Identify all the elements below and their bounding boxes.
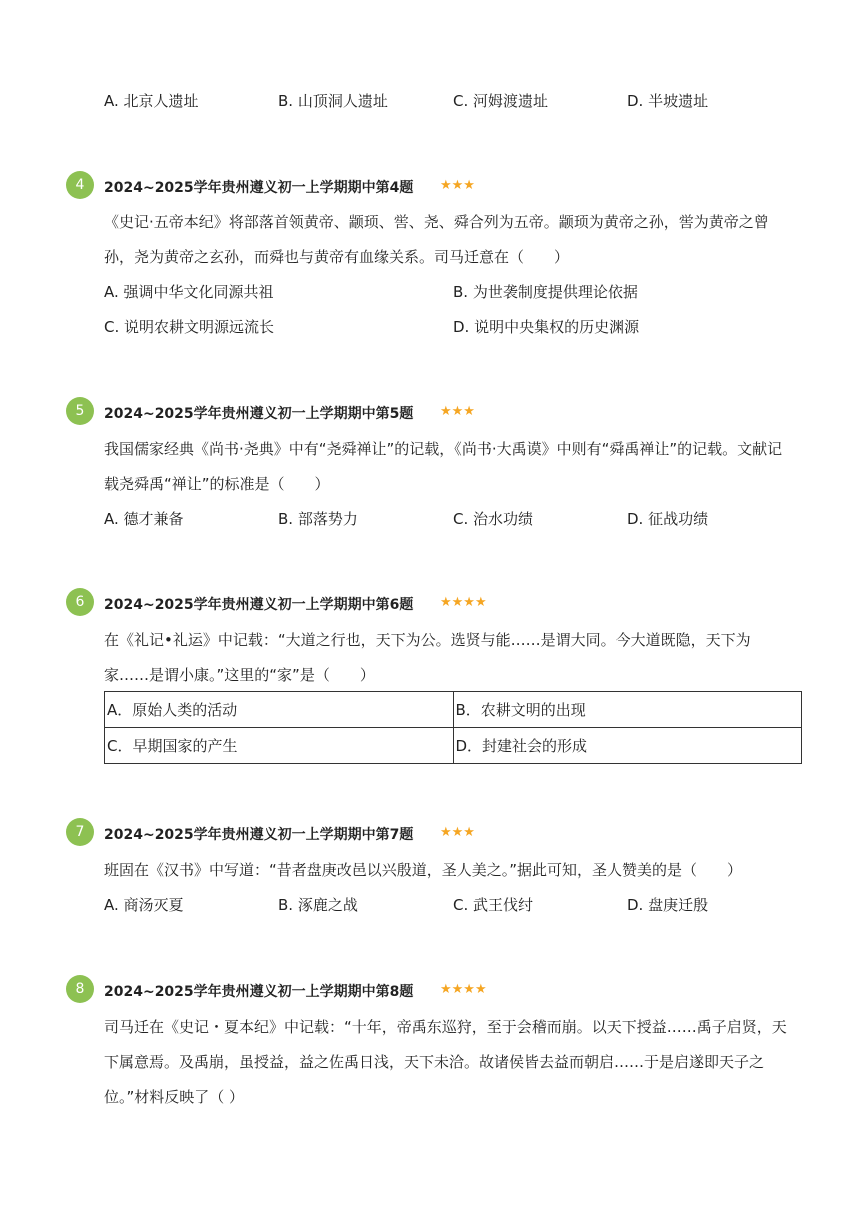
option-c[interactable]: C. 河姆渡遗址 [453,92,549,110]
option-c[interactable]: C. 说明农耕文明源远流长 [104,318,275,336]
difficulty-stars: ★★★★ [440,595,487,610]
question-stem-line: 下属意焉。及禹崩，虽授益，益之佐禹日浅，天下未洽。故诸侯皆去益而朝启……于是启遂即天子之 [104,1053,765,1071]
table-row [105,692,802,728]
question-stem-line: 家……是谓小康。”这里的“家”是（ ） [104,666,375,684]
option-c[interactable]: C. 武王伐纣 [453,896,534,914]
option-a[interactable]: A. 强调中华文化同源共祖 [104,283,274,301]
question-stem-line: 我国儒家经典《尚书·尧典》中有“尧舜禅让”的记载，《尚书·大禹谟》中则有“舜禹禅让”的记载。文献记 [104,440,783,458]
question-number-badge: 6 [66,588,94,616]
table-row [105,728,802,764]
question-stem-line: 位。”材料反映了（ ） [104,1088,245,1106]
option-c[interactable]: C．早期国家的产生 [105,728,454,764]
question-title: 2024~2025学年贵州遵义初一上学期期中第8题 [104,984,414,1000]
question-stem-line: 载尧舜禹“禅让”的标准是（ ） [104,475,330,493]
options-table [104,691,802,764]
question-number-badge: 8 [66,975,94,1003]
option-a[interactable]: A．原始人类的活动 [105,692,454,728]
question-stem-line: 班固在《汉书》中写道：“昔者盘庚改邑以兴殷道，圣人美之。”据此可知，圣人赞美的是（ ） [104,861,743,879]
option-b[interactable]: B. 山顶洞人遗址 [278,92,388,110]
question-title: 2024~2025学年贵州遵义初一上学期期中第5题 [104,406,414,422]
question-number-badge: 7 [66,818,94,846]
question-stem-line: 《史记·五帝本纪》将部落首领黄帝、颛顼、喾、尧、舜合列为五帝。颛顼为黄帝之孙，喾为黄帝之曾 [104,213,769,231]
option-c[interactable]: C. 治水功绩 [453,510,534,528]
question-title: 2024~2025学年贵州遵义初一上学期期中第6题 [104,597,414,613]
option-d[interactable]: D. 盘庚迁殷 [627,896,709,914]
difficulty-stars: ★★★★ [440,982,487,997]
question-title: 2024~2025学年贵州遵义初一上学期期中第7题 [104,827,414,843]
option-b[interactable]: B. 涿鹿之战 [278,896,358,914]
difficulty-stars: ★★★ [440,825,475,840]
option-b[interactable]: B．农耕文明的出现 [453,692,802,728]
question-number-badge: 5 [66,397,94,425]
question-stem-line: 在《礼记•礼运》中记载：“大道之行也，天下为公。选贤与能……是谓大同。今大道既隐，天下为 [104,631,751,649]
option-b[interactable]: B. 为世袭制度提供理论依据 [453,283,638,301]
question-number-badge: 4 [66,171,94,199]
difficulty-stars: ★★★ [440,404,475,419]
option-a[interactable]: A. 德才兼备 [104,510,184,528]
option-b[interactable]: B. 部落势力 [278,510,358,528]
option-d[interactable]: D. 征战功绩 [627,510,709,528]
difficulty-stars: ★★★ [440,178,475,193]
option-d[interactable]: D．封建社会的形成 [453,728,802,764]
option-d[interactable]: D. 半坡遗址 [627,92,709,110]
question-stem-line: 孙，尧为黄帝之玄孙，而舜也与黄帝有血缘关系。司马迁意在（ ） [104,248,570,266]
option-a[interactable]: A. 商汤灭夏 [104,896,184,914]
option-d[interactable]: D. 说明中央集权的历史渊源 [453,318,640,336]
question-stem-line: 司马迁在《史记・夏本纪》中记载：“十年，帝禹东巡狩，至于会稽而崩。以天下授益……禹子启贤，天 [104,1018,787,1036]
question-title: 2024~2025学年贵州遵义初一上学期期中第4题 [104,180,414,196]
option-a[interactable]: A. 北京人遗址 [104,92,199,110]
